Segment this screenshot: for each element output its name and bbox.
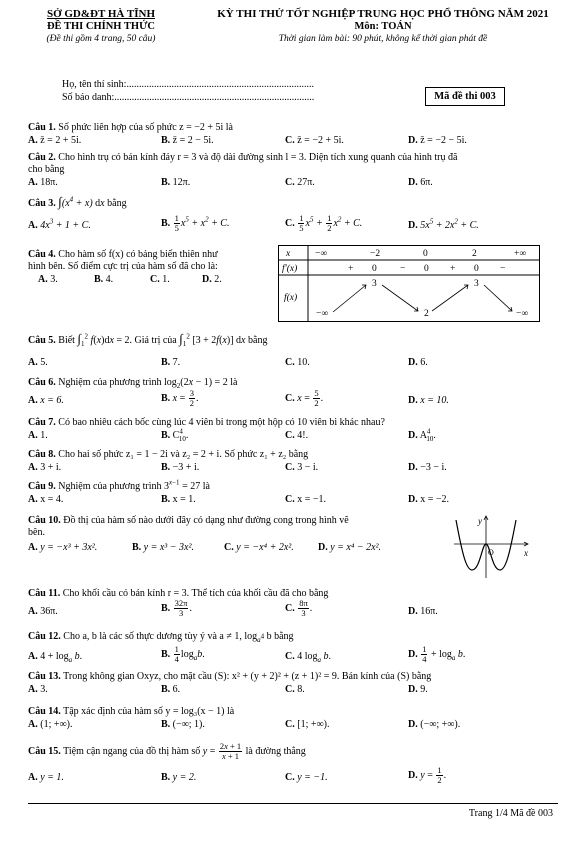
option-b: 4.	[105, 274, 114, 285]
question-text: là đường thẳng	[245, 745, 306, 757]
options-9: A. x = 4. B. x = 1. C. x = −1. D. x = −2.	[28, 494, 450, 505]
options-10: A. y = −x³ + 3x². B. y = x³ − 3x². C. y = −x⁴ + 2x². D. y = x⁴ − 2x².	[28, 542, 382, 553]
table-fp-sign: −	[500, 264, 506, 274]
question-text: Số phức liên hợp của số phức z = −2 + 5i là	[58, 122, 233, 133]
options-3: A. $4x^3 + 1 + C$. B. $\frac{1}{5}$ $x^5 + x^2 + C$. C. $\frac{1}{5}$ $x^5$ + $\frac{1}{2}$ $x^2 + C$. D. $5x^5 + 2x^2 + C$.	[28, 213, 479, 233]
option-d: x = −2.	[420, 494, 450, 505]
question-14	[28, 706, 558, 718]
question-label: Câu 13.	[28, 671, 61, 682]
option-a: 1.	[40, 430, 48, 441]
question-text: Có bao nhiêu cách bốc cùng lúc 4 viên bi trong một hộp có 10 viên bi khác nhau?	[58, 417, 385, 428]
option-c: 4 $\log_a b$.	[297, 651, 332, 664]
option-d: 6π.	[420, 177, 433, 188]
option-c: z̄ = −2 + 5i.	[297, 135, 344, 146]
question-label: Câu 12.	[28, 631, 61, 642]
question-10	[28, 515, 448, 539]
option-a: x = 6.	[40, 395, 64, 406]
question-text: Nghiệm của phương trình	[58, 481, 162, 492]
option-b: x = 1.	[172, 494, 196, 505]
option-b: $x^5 + x^2 + C$.	[180, 215, 230, 229]
option-b: y = x³ − 3x².	[143, 542, 194, 553]
graph-figure	[452, 512, 532, 582]
table-x-neg-inf: −∞	[315, 249, 328, 259]
table-fp-sign: +	[348, 264, 354, 274]
question-label: Câu 15.	[28, 745, 61, 757]
option-d: + $\log_a b$.	[428, 648, 466, 662]
option-d: 6.	[420, 357, 428, 368]
question-7	[28, 417, 558, 429]
official-label: ĐỀ THI CHÍNH THỨC	[46, 21, 156, 32]
question-text: Tiệm cận ngang của đồ thị hàm số	[63, 745, 201, 757]
question-label: Câu 10.	[28, 515, 61, 526]
student-id-line: Số báo danh:................................................................................	[62, 92, 315, 103]
option-c: 4!.	[297, 430, 309, 441]
student-name-line: Họ, tên thí sinh:...........................................................................	[62, 79, 314, 90]
options-12: A. $4 + \log_a b$. B. $\frac{1}{4}$ $\log_ab$. C. 4 $\log_a b$. D. $\frac{1}{4}$ + $\log_a b$.	[28, 644, 466, 664]
option-d: $A^4_{10}$.	[419, 427, 436, 443]
question-label: Câu 7.	[28, 417, 56, 428]
question-text: Biết	[58, 335, 75, 346]
table-f-neg-inf: −∞	[516, 309, 529, 319]
question-text: Giá trị của	[134, 335, 177, 346]
question-text: là	[202, 481, 210, 492]
option-c: y = −1.	[297, 772, 328, 783]
table-fp-label: f′(x)	[282, 264, 298, 274]
option-c: $\frac{8\pi}{3}$	[299, 598, 308, 618]
question-label: Câu 4.	[28, 249, 56, 260]
option-a: 36π.	[40, 606, 58, 617]
option-b: y = 2.	[172, 772, 197, 783]
question-label: Câu 2.	[28, 152, 56, 163]
option-d: (−∞; +∞).	[420, 719, 461, 730]
option-a: 3 + i.	[40, 462, 62, 473]
option-b: 7.	[172, 357, 181, 368]
options-15: A. y = 1. B. y = 2. C. y = −1. D. y = $\frac{1}{2}$ .	[28, 765, 447, 785]
question-text-cont: cho bằng	[28, 164, 65, 175]
question-text: bằng	[248, 335, 268, 346]
option-d: 9.	[420, 684, 428, 695]
option-a: 5.	[40, 357, 48, 368]
option-a: $4x^3 + 1 + C$.	[40, 217, 91, 231]
option-b: z̄ = 2 − 5i.	[172, 135, 214, 146]
option-label: A.	[28, 135, 38, 146]
option-b: 12π.	[172, 177, 191, 188]
table-x-val: 2	[472, 249, 477, 259]
table-f-neg-inf: −∞	[316, 309, 329, 319]
option-b: $\log_ab$.	[180, 648, 205, 662]
question-2	[28, 152, 558, 176]
question-text: Nghiệm của phương trình	[58, 377, 162, 388]
svg-text:x: x	[524, 548, 528, 558]
option-c: y = −x⁴ + 2x².	[236, 542, 294, 553]
integral-sign: ∫	[58, 194, 62, 209]
option-c: 1.	[162, 274, 170, 285]
variation-table	[278, 245, 540, 322]
question-text: Đồ thị của hàm số nào dưới đây có dạng như đường cong trong hình vẽ	[63, 515, 349, 526]
table-f-max: 3	[474, 279, 479, 289]
question-6: Câu 6. Nghiệm của phương trình $\log_2(2x - 1) = 2$ là	[28, 377, 238, 390]
question-text: Tập xác định của hàm số y = log₃(x − 1) là	[63, 706, 235, 717]
question-8	[28, 449, 558, 461]
table-fp-zero: 0	[424, 264, 429, 274]
question-text: bằng	[107, 198, 127, 209]
option-b: $\frac{32\pi}{3}$	[174, 598, 188, 618]
option-c: 8.	[297, 684, 305, 695]
header-right	[198, 8, 568, 44]
exam-title: KỲ THI THỬ TỐT NGHIỆP TRUNG HỌC PHỔ THÔNG NĂM 2021	[217, 8, 549, 20]
option-b: 6.	[172, 684, 181, 695]
question-3: Câu 3. $\int(x^4 + x)$ dx bằng	[28, 194, 127, 209]
footer-divider	[28, 803, 558, 804]
question-text: Cho khối cầu có bán kính r = 3. Thể tích của khối cầu đã cho bằng	[62, 588, 329, 599]
options-4: A. 3. B. 4. C. 1. D. 2.	[38, 274, 222, 285]
subject-label: Môn: TOÁN	[354, 21, 412, 32]
question-label: Câu 5.	[28, 335, 56, 346]
question-text: là	[230, 377, 238, 388]
option-b: (−∞; 1).	[172, 719, 205, 730]
question-label: Câu 11.	[28, 588, 61, 599]
option-d: x = 10.	[420, 395, 449, 406]
option-a: 18π.	[40, 177, 58, 188]
table-x-pos-inf: +∞	[514, 249, 527, 259]
options-5: A. 5. B. 7. C. 10. D. 6.	[28, 357, 428, 368]
question-label: Câu 1.	[28, 122, 56, 133]
option-c: x = −1.	[297, 494, 327, 505]
question-label: Câu 3.	[28, 198, 56, 209]
table-fp-zero: 0	[372, 264, 377, 274]
question-text: Cho a, b là các số thực dương tùy ý và a ≠ 1, log	[63, 631, 258, 642]
header-left	[26, 8, 176, 44]
option-c: [1; +∞).	[297, 719, 330, 730]
question-label: Câu 9.	[28, 481, 56, 492]
option-a: y = 1.	[40, 772, 64, 783]
table-x-label: x	[286, 249, 291, 259]
option-label: B.	[161, 135, 171, 146]
table-f-max: 3	[372, 279, 377, 289]
option-d: y = x⁴ − 2x².	[330, 542, 382, 553]
question-13	[28, 671, 558, 683]
question-label: Câu 14.	[28, 706, 61, 717]
option-c: 10.	[297, 357, 310, 368]
options-8: A. 3 + i. B. −3 + i. C. 3 − i. D. −3 − i.	[28, 462, 447, 473]
question-text-cont: bên.	[28, 527, 45, 538]
question-label: Câu 6.	[28, 377, 56, 388]
options-14: A. (1; +∞). B. (−∞; 1). C. [1; +∞). D. (−∞; +∞).	[28, 719, 461, 730]
option-b: $C^4_{10}$.	[172, 427, 189, 443]
options-11: A. 36π. B. $\frac{32\pi}{3}$ . C. $\frac{8\pi}{3}$ . D. 16π.	[28, 598, 438, 618]
option-a: z̄ = 2 + 5i.	[40, 135, 82, 146]
option-a: x = 4.	[40, 494, 64, 505]
table-f-label: f(x)	[284, 293, 298, 303]
options-6: A. x = 6. B. x = $\frac{3}{2}$ . C. x = $\frac{5}{2}$ . D. x = 10.	[28, 388, 449, 408]
option-a: 3.	[50, 274, 58, 285]
page-footer: Trang 1/4 Mã đề 003	[468, 808, 553, 819]
question-text-cont: hình bên. Số điểm cực trị của hàm số đã cho là:	[28, 261, 218, 272]
option-a: 3.	[40, 684, 48, 695]
question-text: Cho hàm số f(x) có bảng biến thiên như	[58, 249, 218, 260]
option-d: −3 − i.	[420, 462, 447, 473]
table-x-val: 0	[423, 249, 428, 259]
options-13: A. 3. B. 6. C. 8. D. 9.	[28, 684, 428, 695]
question-1	[28, 122, 558, 134]
option-d: z̄ = −2 − 5i.	[420, 135, 467, 146]
exam-code-box: Mã đề thi 003	[425, 87, 505, 106]
table-fp-sign: +	[450, 264, 456, 274]
question-15: Câu 15. Tiệm cận ngang của đồ thị hàm số y = $\frac{2x + 1}{x + 1}$ là đường thẳng	[28, 741, 306, 761]
time-note: Thời gian làm bài: 90 phút, không kể thời gian phát đề	[278, 34, 488, 44]
question-text: Cho hình trụ có bán kính đáy r = 3 và độ dài đường sinh l = 3. Diện tích xung quanh của hình trụ đã	[58, 152, 458, 163]
option-label: C.	[285, 135, 295, 146]
options-1	[28, 135, 558, 147]
question-text: b bằng	[266, 631, 294, 642]
option-a: (1; +∞).	[40, 719, 73, 730]
question-4	[28, 249, 278, 273]
option-b: −3 + i.	[172, 462, 200, 473]
option-d: 16π.	[420, 606, 438, 617]
svg-text:O: O	[488, 548, 494, 557]
question-12: Câu 12. Cho a, b là các số thực dương tùy ý và a ≠ 1, $\log_{a^4} b$ bằng	[28, 631, 294, 644]
page-count-note: (Đề thi gồm 4 trang, 50 câu)	[46, 34, 156, 44]
option-d: $\frac{1}{2}$	[437, 765, 442, 785]
question-5: Câu 5. Biết $\int_1^2$ f(x)dx = 2. Giá trị của $\int_1^2$ [3 + 2f(x)] dx bằng	[28, 331, 268, 348]
table-fp-zero: 0	[474, 264, 479, 274]
option-a: $4 + \log_a b$.	[40, 651, 83, 664]
option-c: 27π.	[297, 177, 315, 188]
question-label: Câu 8.	[28, 449, 56, 460]
option-d: 2.	[214, 274, 222, 285]
option-label: D.	[408, 135, 418, 146]
options-7: A. 1. B. $C^4_{10}$. C. 4!. D. $A^4_{10}$.	[28, 427, 436, 443]
option-c: $\frac{5}{2}$	[314, 388, 319, 408]
table-f-min: 2	[424, 309, 429, 319]
options-2: A. 18π. B. 12π. C. 27π. D. 6π.	[28, 177, 433, 188]
option-b: $\frac{3}{2}$	[189, 388, 195, 408]
table-x-val: −2	[370, 249, 381, 259]
option-a: y = −x³ + 3x².	[40, 542, 98, 553]
svg-text:y: y	[478, 516, 482, 526]
option-d: $5x^5 + 2x^2 + C$.	[420, 217, 479, 231]
table-fp-sign: −	[400, 264, 406, 274]
question-text: Cho hai số phức z₁ = 1 − 2i và z₂ = 2 + i. Số phức z₁ + z₂ bằng	[58, 449, 309, 460]
question-9: Câu 9. Nghiệm của phương trình $3^{x-1} = 27$ là	[28, 478, 210, 492]
department-name: SỞ GD&ĐT HÀ TĨNH	[46, 8, 156, 20]
question-text: Trong không gian Oxyz, cho mặt cầu (S): x² + (y + 2)² + (z + 1)² = 9. Bán kính của (S) bằng	[63, 671, 432, 682]
option-c: 3 − i.	[297, 462, 319, 473]
option-c: $x^2 + C$.	[333, 215, 363, 229]
